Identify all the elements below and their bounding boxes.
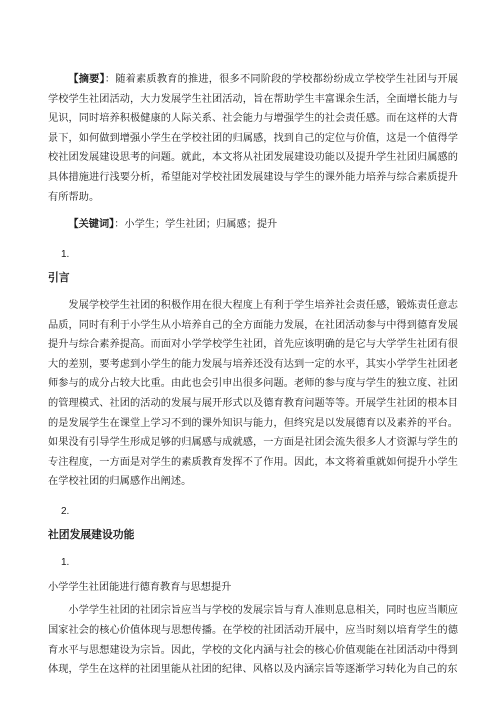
- section-1-number: 1.: [61, 248, 70, 260]
- subsection-1-number: 1.: [61, 556, 70, 568]
- section-2-number: 2.: [61, 505, 70, 517]
- section-1-paragraph: 发展学校学生社团的积极作用在很大程度上有利于学生培养社会责任感，锻炼责任意志品质，同时有利于小学生从小培养自己的全方面能力发展，在社团活动参与中得到德育发展提升与综合素养提高。而面对小学学校学生社团，首先应该明确的是它与大学学生社团有很大的差别，要考虑到小学生的能力发展与培养还没有达到一定的水平，其实小学学生社团老师参与的成分占较大比重。由此也会引申出很多问题。老师的参与度与学生的独立度、社团的管理模式、社团的活动的发展与展开形式以及德育教育问题等等。开展学生社团的根本目的是发展学生在课堂上学习不到的课外知识与能力，但终究是以发展德育以及素养的平台。如果没有引导学生形成足够的归属感与成就感，一方面是社团会流失很多人才资源与学生的专注程度，一方面是对学生的素质教育发挥不了作用。因此，本文将着重就如何提升小学生在学校社团的归属感作出阐述。: [48, 299, 458, 488]
- section-2-paragraph: 小学学生社团的社团宗旨应当与学校的发展宗旨与育人准则息息相关，同时也应当顺应国家社会的核心价值体现与思想传播。在学校的社团活动开展中，应当时刻以培育学生的德育水平与思想建设为宗旨。因此，学校的文化内涵与社会的核心价值观能在社团活动中得到体现，学生在这样的社团里能从社团的纪律、风格以及内涵宗旨等逐渐学习转化为自己的东: [48, 605, 458, 676]
- abstract-paragraph: [48, 70, 458, 207]
- keywords-line: [48, 215, 458, 235]
- keywords-text: ：小学生；学生社团；归属感；提升: [114, 219, 278, 231]
- section-2-title: 社团发展建设功能: [48, 528, 135, 541]
- keywords-label: 【关键词】: [68, 218, 115, 231]
- section-1-title: 引言: [48, 271, 70, 284]
- subsection-1-title: 小学学生社团能进行德育教育与思想提升: [48, 581, 232, 593]
- abstract-text: ：随着素质教育的推进，很多不同阶段的学校都纷纷成立学校学生社团与开展学校学生社团活动，大力发展学生社团活动，旨在帮助学生丰富课余生活，全面增长能力与见识，同时培养积极健康的人际关系、社会能力与增强学生的社会责任感。而在这样的大背景下，如何做到增强小学生在学校社团的归属感，找到自己的定位与价值，这是一个值得学校社团发展建设思考的问题。就此，本文将从社团发展建设功能以及提升学生社团归属感的具体措施进行浅要分析，希望能对学校社团发展建设与学生的课外能力培养与综合素质提升有所帮助。: [48, 74, 458, 203]
- document-content: [48, 70, 458, 680]
- abstract-label: 【摘要】: [68, 73, 105, 85]
